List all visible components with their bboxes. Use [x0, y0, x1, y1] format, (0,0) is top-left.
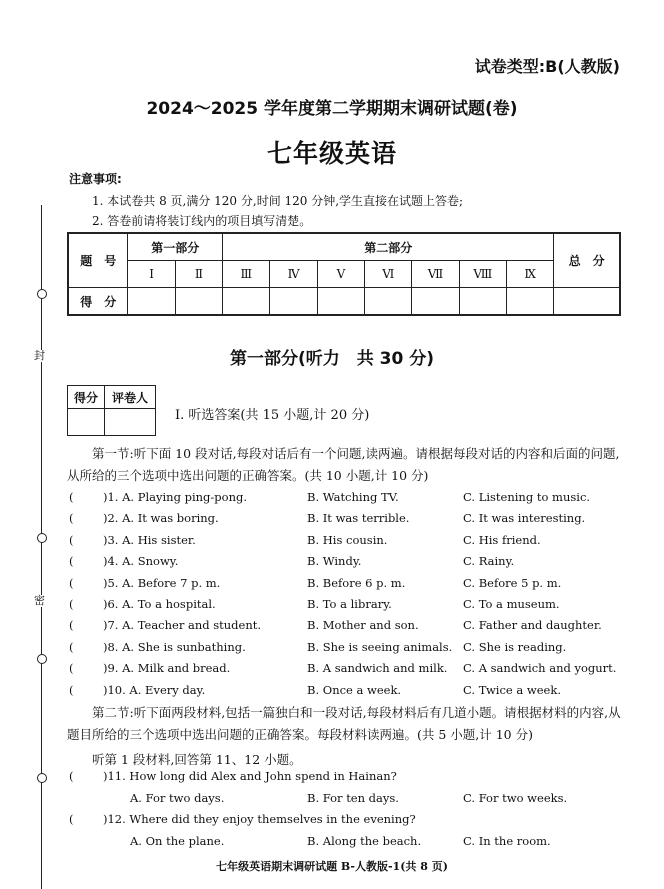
col-header: Ⅴ	[317, 261, 364, 288]
option-a: A. For two days.	[130, 791, 225, 805]
option-c: C. For two weeks.	[463, 791, 568, 805]
option-a: )5. A. Before 7 p. m.	[103, 576, 221, 590]
part2-header: 第二部分	[223, 233, 554, 261]
option-a: )2. A. It was boring.	[103, 511, 219, 525]
option-b: B. Watching TV.	[307, 490, 399, 504]
binding-line	[41, 205, 42, 889]
grader-score-label: 得分	[68, 386, 105, 409]
option-c: C. It was interesting.	[463, 511, 586, 525]
subject-title: 七年级英语	[266, 139, 397, 168]
section1-intro: 第一节:听下面 10 段对话,每段对话后有一个问题,读两遍。请根据每段对话的内容和后面的问题,从所给的三个选项中选出问题的正确答案。(共 10 小题,计 10 分)	[67, 446, 620, 483]
exam-title: 2024～2025 学年度第二学期期末调研试题(卷)	[146, 99, 518, 119]
option-c: C. Before 5 p. m.	[463, 576, 562, 590]
question-paren: (	[69, 640, 74, 654]
question-stem: )11. How long did Alex and John spend in Hainan?	[103, 769, 397, 783]
binding-hole	[37, 289, 47, 299]
option-b: B. Once a week.	[307, 683, 402, 697]
part-title: 第一部分(听力 共 30 分)	[229, 349, 435, 369]
question-paren: (	[69, 576, 74, 590]
option-b: B. Along the beach.	[307, 834, 422, 848]
total-score-cell[interactable]	[554, 288, 620, 316]
question-paren: (	[69, 511, 74, 525]
question-paren: (	[69, 661, 74, 675]
option-b: B. A sandwich and milk.	[307, 661, 448, 675]
notice-line: 1. 本试卷共 8 页,满分 120 分,时间 120 分钟,学生直接在试题上答卷;	[92, 194, 464, 208]
col-header: Ⅰ	[128, 261, 175, 288]
col-header: Ⅷ	[459, 261, 506, 288]
option-a: )10. A. Every day.	[103, 683, 206, 697]
option-c: C. In the room.	[463, 834, 551, 848]
score-table	[67, 232, 621, 316]
option-b: B. Before 6 p. m.	[307, 576, 406, 590]
question-paren: (	[69, 683, 74, 697]
binding-hole	[37, 773, 47, 783]
col-header: Ⅵ	[365, 261, 412, 288]
col-header: Ⅳ	[270, 261, 317, 288]
score-cell[interactable]	[175, 288, 222, 316]
grader-name-cell[interactable]	[105, 409, 156, 436]
score-cell[interactable]	[459, 288, 506, 316]
section-title: Ⅰ. 听选答案(共 15 小题,计 20 分)	[175, 408, 370, 423]
binding-hole	[37, 533, 47, 543]
section2-intro: 第二节:听下面两段材料,包括一篇独白和一段对话,每段材料后有几道小题。请根据材料的内容,从题目所给的三个选项中选出问题的正确答案。每段材料读两遍。(共 5 小题,计 10 分)	[67, 705, 621, 742]
binding-hole	[37, 654, 47, 664]
notice-label: 注意事项:	[69, 172, 122, 186]
option-c: C. Listening to music.	[463, 490, 591, 504]
score-cell[interactable]	[270, 288, 317, 316]
binding-glyph-feng: 封	[34, 349, 45, 362]
page-footer: 七年级英语期末调研试题 B-人教版-1(共 8 页)	[216, 860, 448, 873]
col-header: Ⅸ	[507, 261, 554, 288]
grader-score-cell[interactable]	[68, 409, 105, 436]
score-row-label: 得 分	[68, 288, 128, 316]
option-b: B. Windy.	[307, 554, 362, 568]
option-a: )1. A. Playing ping-pong.	[103, 490, 248, 504]
option-b: B. For ten days.	[307, 791, 399, 805]
option-a: )6. A. To a hospital.	[103, 597, 216, 611]
question-paren: (	[69, 597, 74, 611]
binding-glyph-mi: 密	[34, 594, 45, 607]
option-a: )7. A. Teacher and student.	[103, 618, 262, 632]
option-b: B. She is seeing animals.	[307, 640, 453, 654]
option-a: )4. A. Snowy.	[103, 554, 179, 568]
grader-box	[67, 385, 156, 436]
notice-line: 2. 答卷前请将装订线内的项目填写清楚。	[92, 214, 312, 228]
question-paren: (	[69, 618, 74, 632]
option-c: C. A sandwich and yogurt.	[463, 661, 617, 675]
option-c: C. Rainy.	[463, 554, 515, 568]
part1-header: 第一部分	[128, 233, 223, 261]
score-cell[interactable]	[365, 288, 412, 316]
option-b: B. To a library.	[307, 597, 392, 611]
question-stem: )12. Where did they enjoy themselves in the evening?	[103, 812, 416, 826]
question-paren: (	[69, 812, 74, 826]
option-a: )8. A. She is sunbathing.	[103, 640, 246, 654]
total-header: 总 分	[554, 233, 620, 288]
col-header: Ⅲ	[223, 261, 270, 288]
score-cell[interactable]	[507, 288, 554, 316]
option-a: A. On the plane.	[130, 834, 225, 848]
option-a: )9. A. Milk and bread.	[103, 661, 231, 675]
col-header: Ⅶ	[412, 261, 459, 288]
score-cell[interactable]	[128, 288, 175, 316]
option-b: B. His cousin.	[307, 533, 388, 547]
score-cell[interactable]	[412, 288, 459, 316]
material1-instruction: 听第 1 段材料,回答第 11、12 小题。	[92, 752, 302, 767]
col-header: Ⅱ	[175, 261, 222, 288]
option-b: B. Mother and son.	[307, 618, 419, 632]
grader-name-label: 评卷人	[105, 386, 156, 409]
question-paren: (	[69, 554, 74, 568]
option-c: C. To a museum.	[463, 597, 560, 611]
option-a: )3. A. His sister.	[103, 533, 196, 547]
score-cell[interactable]	[223, 288, 270, 316]
paper-type: 试卷类型:B(人教版)	[474, 57, 620, 76]
option-c: C. His friend.	[463, 533, 541, 547]
option-b: B. It was terrible.	[307, 511, 410, 525]
question-paren: (	[69, 490, 74, 504]
option-c: C. Father and daughter.	[463, 618, 602, 632]
question-paren: (	[69, 769, 74, 783]
option-c: C. She is reading.	[463, 640, 567, 654]
question-number-header: 题 号	[68, 233, 128, 288]
option-c: C. Twice a week.	[463, 683, 561, 697]
score-cell[interactable]	[317, 288, 364, 316]
question-paren: (	[69, 533, 74, 547]
